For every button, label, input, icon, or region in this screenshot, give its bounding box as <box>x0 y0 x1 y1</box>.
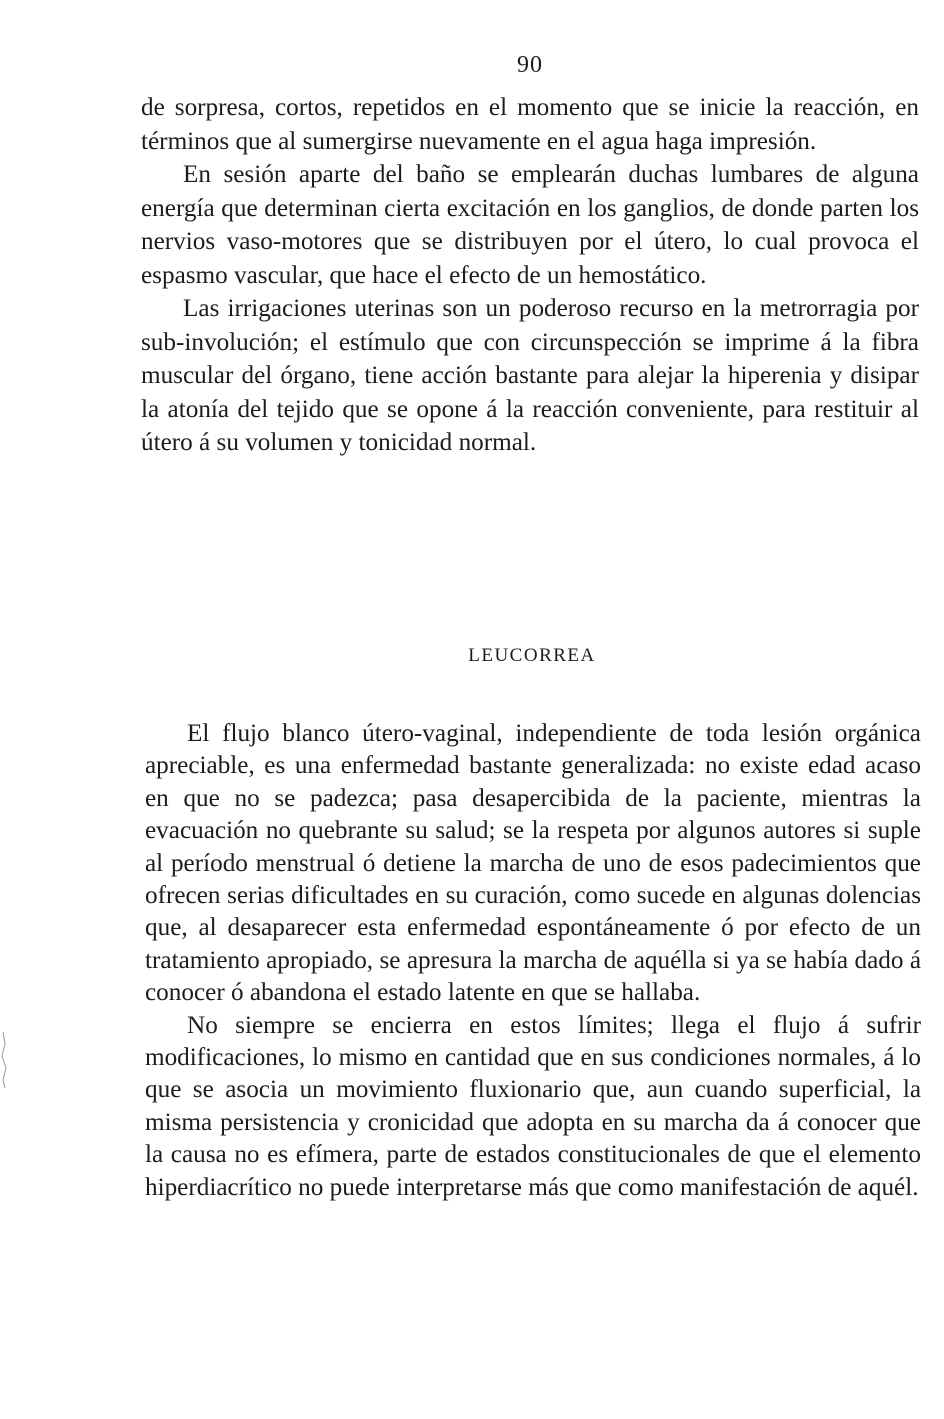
margin-scan-artifact <box>0 1030 10 1090</box>
paragraph-limits: No siempre se encierra en estos límites; llega el flujo á sufrir modificaciones, lo mismo en cantidad que en sus condiciones normales, á lo que se asocia un movimiento fluxionario que, aun cuando superficial, la misma persistencia y cronicidad que adopta en su marcha da á conocer que la causa no es efímera, parte de estados constitucionales de que el elemento hiperdiacrítico no puede interpretarse más que como manifestación de aquél. <box>145 1011 921 1201</box>
paragraph-uterine-irrigations: Las irrigaciones uterinas son un poderoso recurso en la metrorragia por sub-involución; el estímulo que con circunspección se imprime á la fibra muscular del órgano, tiene acción bastante para alejar la hiperenia y disipar la atonía del tejido que se opone á la reacción conveniente, para restituir al útero á su volumen y tonicidad normal. <box>141 295 919 456</box>
paragraph-white-flow: El flujo blanco útero-vaginal, independiente de toda lesión orgánica apreciable, es una enfermedad bastante generalizada: no existe edad acaso en que no se padezca; pasa desapercibida de la paciente, mientras la evacuación no quebrante su salud; se la respeta por algunos autores si suple al período menstrual ó detiene la marcha de uno de esos padecimientos que ofrecen serias dificultades en su curación, como sucede en algunas dolencias que, al desaparecer esta enfermedad espontáneamente ó por efecto de un tratamiento apropiado, se apresura la marcha de aquélla si ya se había dado á conocer ó abandona el estado latente en que se hallaba. <box>145 720 921 1007</box>
page-number: 90 <box>517 52 543 78</box>
text-section-leucorrea <box>145 718 921 1204</box>
paragraph-lumbar-showers: En sesión aparte del baño se emplearán duchas lumbares de alguna energía que determinan cierta excitación en los ganglios, de donde parten los nervios vaso-motores que se distribuyen por el útero, lo cual provoca el espasmo vascular, que hace el efecto de un hemostático. <box>141 161 919 289</box>
section-heading: LEUCORREA <box>468 645 596 666</box>
text-section-hydrotherapy <box>141 91 919 460</box>
paragraph-continuation: de sorpresa, cortos, repetidos en el momento que se inicie la reacción, en términos que al sumergirse nuevamente en el agua haga impresión. <box>141 94 919 155</box>
